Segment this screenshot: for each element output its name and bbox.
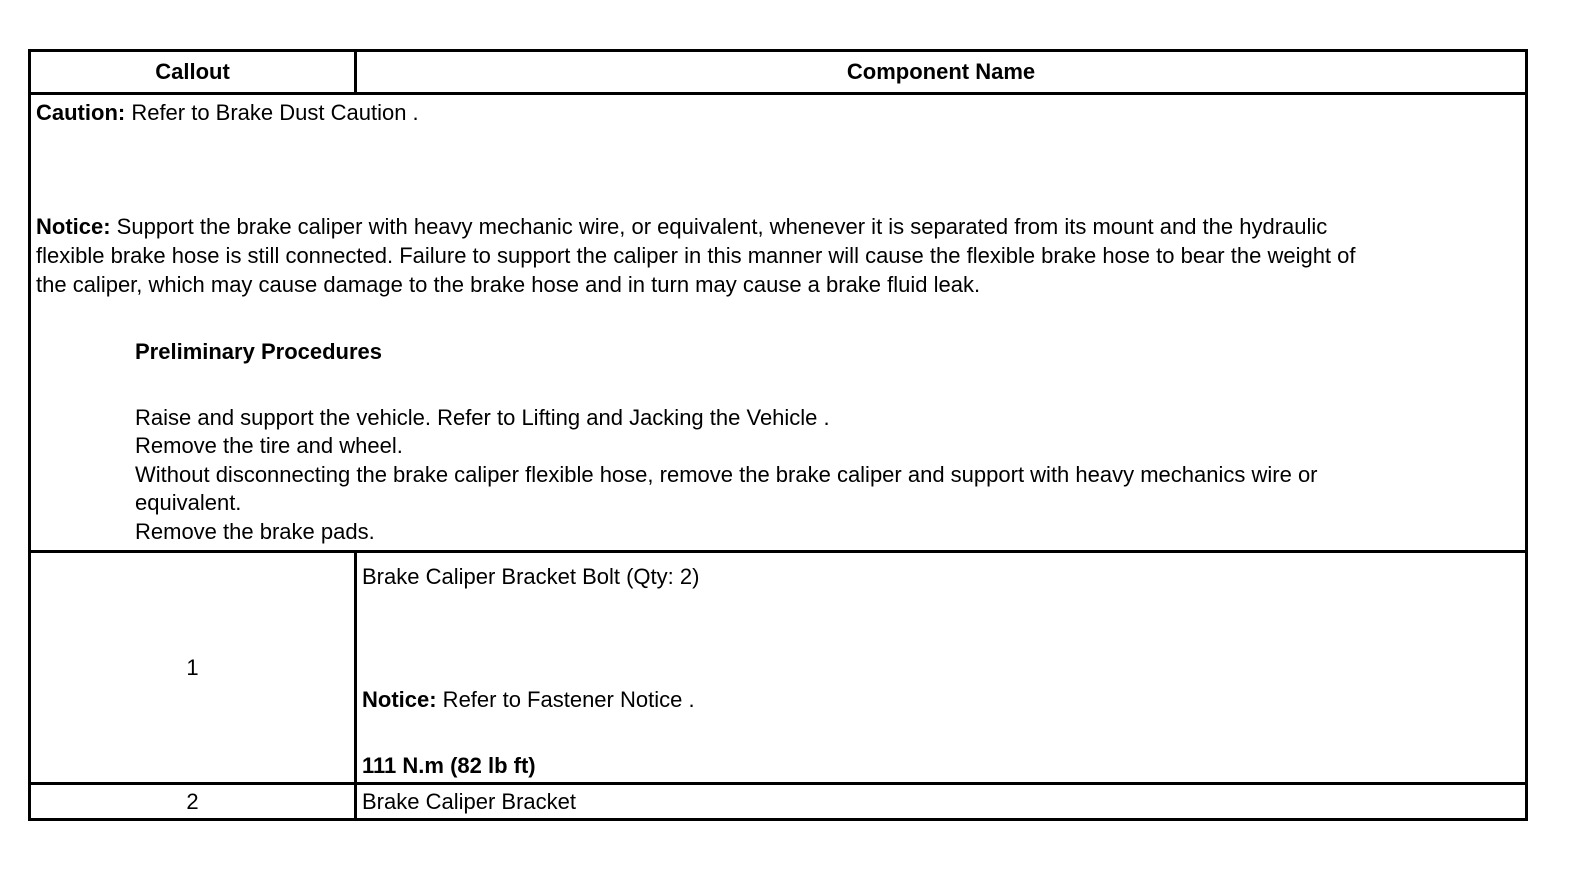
component-name-header: Component Name: [846, 59, 1036, 84]
callout-cell: 1: [31, 553, 357, 782]
procedure-step-4: Remove the brake pads.: [135, 519, 375, 544]
notice-line-3: the caliper, which may cause damage to the brake hose and in turn may cause a brake fluid leak.: [36, 272, 981, 297]
callout-header: Callout: [31, 52, 357, 92]
procedure-step-3-cont: equivalent.: [135, 490, 242, 515]
components-table: [28, 49, 1528, 821]
fastener-notice: [362, 687, 695, 713]
preliminary-procedures-heading: Preliminary Procedures: [135, 339, 383, 364]
procedure-step-2: Remove the tire and wheel.: [135, 433, 403, 458]
table-header-row: [31, 52, 1525, 95]
procedure-step-1: Raise and support the vehicle. Refer to Lifting and Jacking the Vehicle .: [135, 405, 830, 430]
component-name: Brake Caliper Bracket: [362, 788, 576, 814]
table-row: [31, 553, 1525, 785]
torque-spec: 111 N.m (82 lb ft): [362, 753, 536, 778]
component-name: Brake Caliper Bracket Bolt (Qty: 2): [362, 564, 700, 589]
caution-label: Caution:: [36, 100, 126, 125]
caution-text: Refer to Brake Dust Caution .: [125, 100, 419, 125]
notice-label: Notice:: [36, 214, 111, 239]
fastener-notice-label: Notice:: [362, 687, 437, 712]
intro-cell: [31, 95, 1525, 553]
callout-cell: 2: [31, 785, 357, 818]
notice-line-2: flexible brake hose is still connected. Failure to support the caliper in this manner will cause the flexible brake hose to bear the weight of: [36, 243, 1356, 268]
notice-line-1: [36, 214, 1327, 240]
procedure-step-3: Without disconnecting the brake caliper flexible hose, remove the brake caliper and support with heavy mechanics wire or: [135, 462, 1318, 487]
component-cell: [357, 553, 1525, 782]
table-row: [31, 785, 1525, 818]
notice-text-1: Support the brake caliper with heavy mechanic wire, or equivalent, whenever it is separated from its mount and the hydraulic: [110, 214, 1328, 239]
caution-line: [36, 100, 419, 126]
fastener-notice-text: Refer to Fastener Notice .: [436, 687, 695, 712]
